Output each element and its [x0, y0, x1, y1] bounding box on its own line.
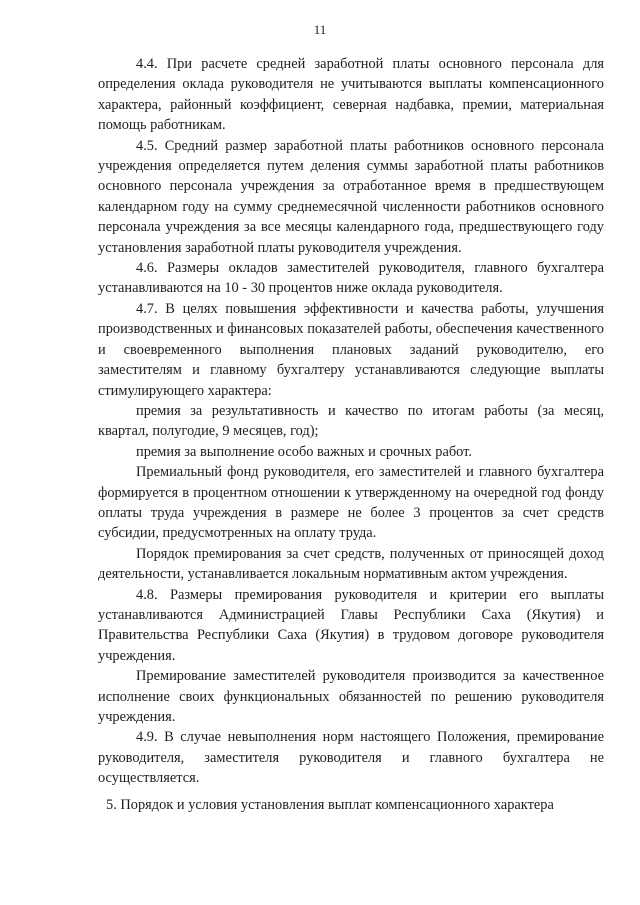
paragraph-bonus-procedure: Порядок премирования за счет средств, полученных от приносящей доход деятельности, устанавливается локальным нормативным актом учреждения. [98, 545, 604, 583]
page-number: 11 [313, 22, 327, 37]
paragraph-4-5: 4.5. Средний размер заработной платы работников основного персонала учреждения определяется путем деления суммы заработной платы работников основного персонала учреждения за отработанное время в предшествующем календарном году на сумму среднемесячной численности работников основного персонала учреждения за все месяцы календарного года, предшествующего году установления заработной платы руководителя учреждения. [98, 137, 604, 256]
paragraph-4-8: 4.8. Размеры премирования руководителя и критерии его выплаты устанавливаются Администрацией Главы Республики Саха (Якутия) и Правительства Республики Саха (Якутия) в трудовом договоре руководителя учреждения. [98, 586, 604, 664]
paragraph-4-9: 4.9. В случае невыполнения норм настоящего Положения, премирование руководителя, заместителя руководителя и главного бухгалтера не осуществляется. [98, 729, 604, 787]
paragraph-4-6: 4.6. Размеры окладов заместителей руководителя, главного бухгалтера устанавливаются на 10 - 30 процентов ниже оклада руководителя. [98, 260, 604, 297]
section-heading: 5. Порядок и условия установления выплат компенсационного характера [106, 797, 554, 813]
paragraph-deputy-bonus: Премирование заместителей руководителя производится за качественное исполнение своих функциональных обязанностей по решению руководителя учреждения. [98, 668, 604, 725]
bonus-item-results: премия за результативность и качество по итогам работы (за месяц, квартал, полугодие, 9 месяцев, год); [98, 402, 604, 440]
document-body [98, 54, 604, 789]
bonus-item-urgent-work: премия за выполнение особо важных и срочных работ. [136, 443, 472, 460]
paragraph-4-7: 4.7. В целях повышения эффективности и качества работы, улучшения производственных и финансовых показателей работы, обеспечения качественного и своевременного выполнения плановых заданий руководителю, его заместителям и главному бухгалтеру устанавливаются следующие выплаты стимулирующего характера: [98, 300, 604, 399]
paragraph-bonus-fund: Премиальный фонд руководителя, его заместителей и главного бухгалтера формируется в процентном отношении к утвержденному на очередной год фонду оплаты труда учреждения в размере не более 3 процентов за счет средств субсидии, предусмотренных на оплату труда. [98, 464, 604, 542]
paragraph-4-4: 4.4. При расчете средней заработной платы основного персонала для определения оклада руководителя не учитываются выплаты компенсационного характера, районный коэффициент, северная надбавка, премии, материальная помощь работникам. [98, 56, 604, 134]
